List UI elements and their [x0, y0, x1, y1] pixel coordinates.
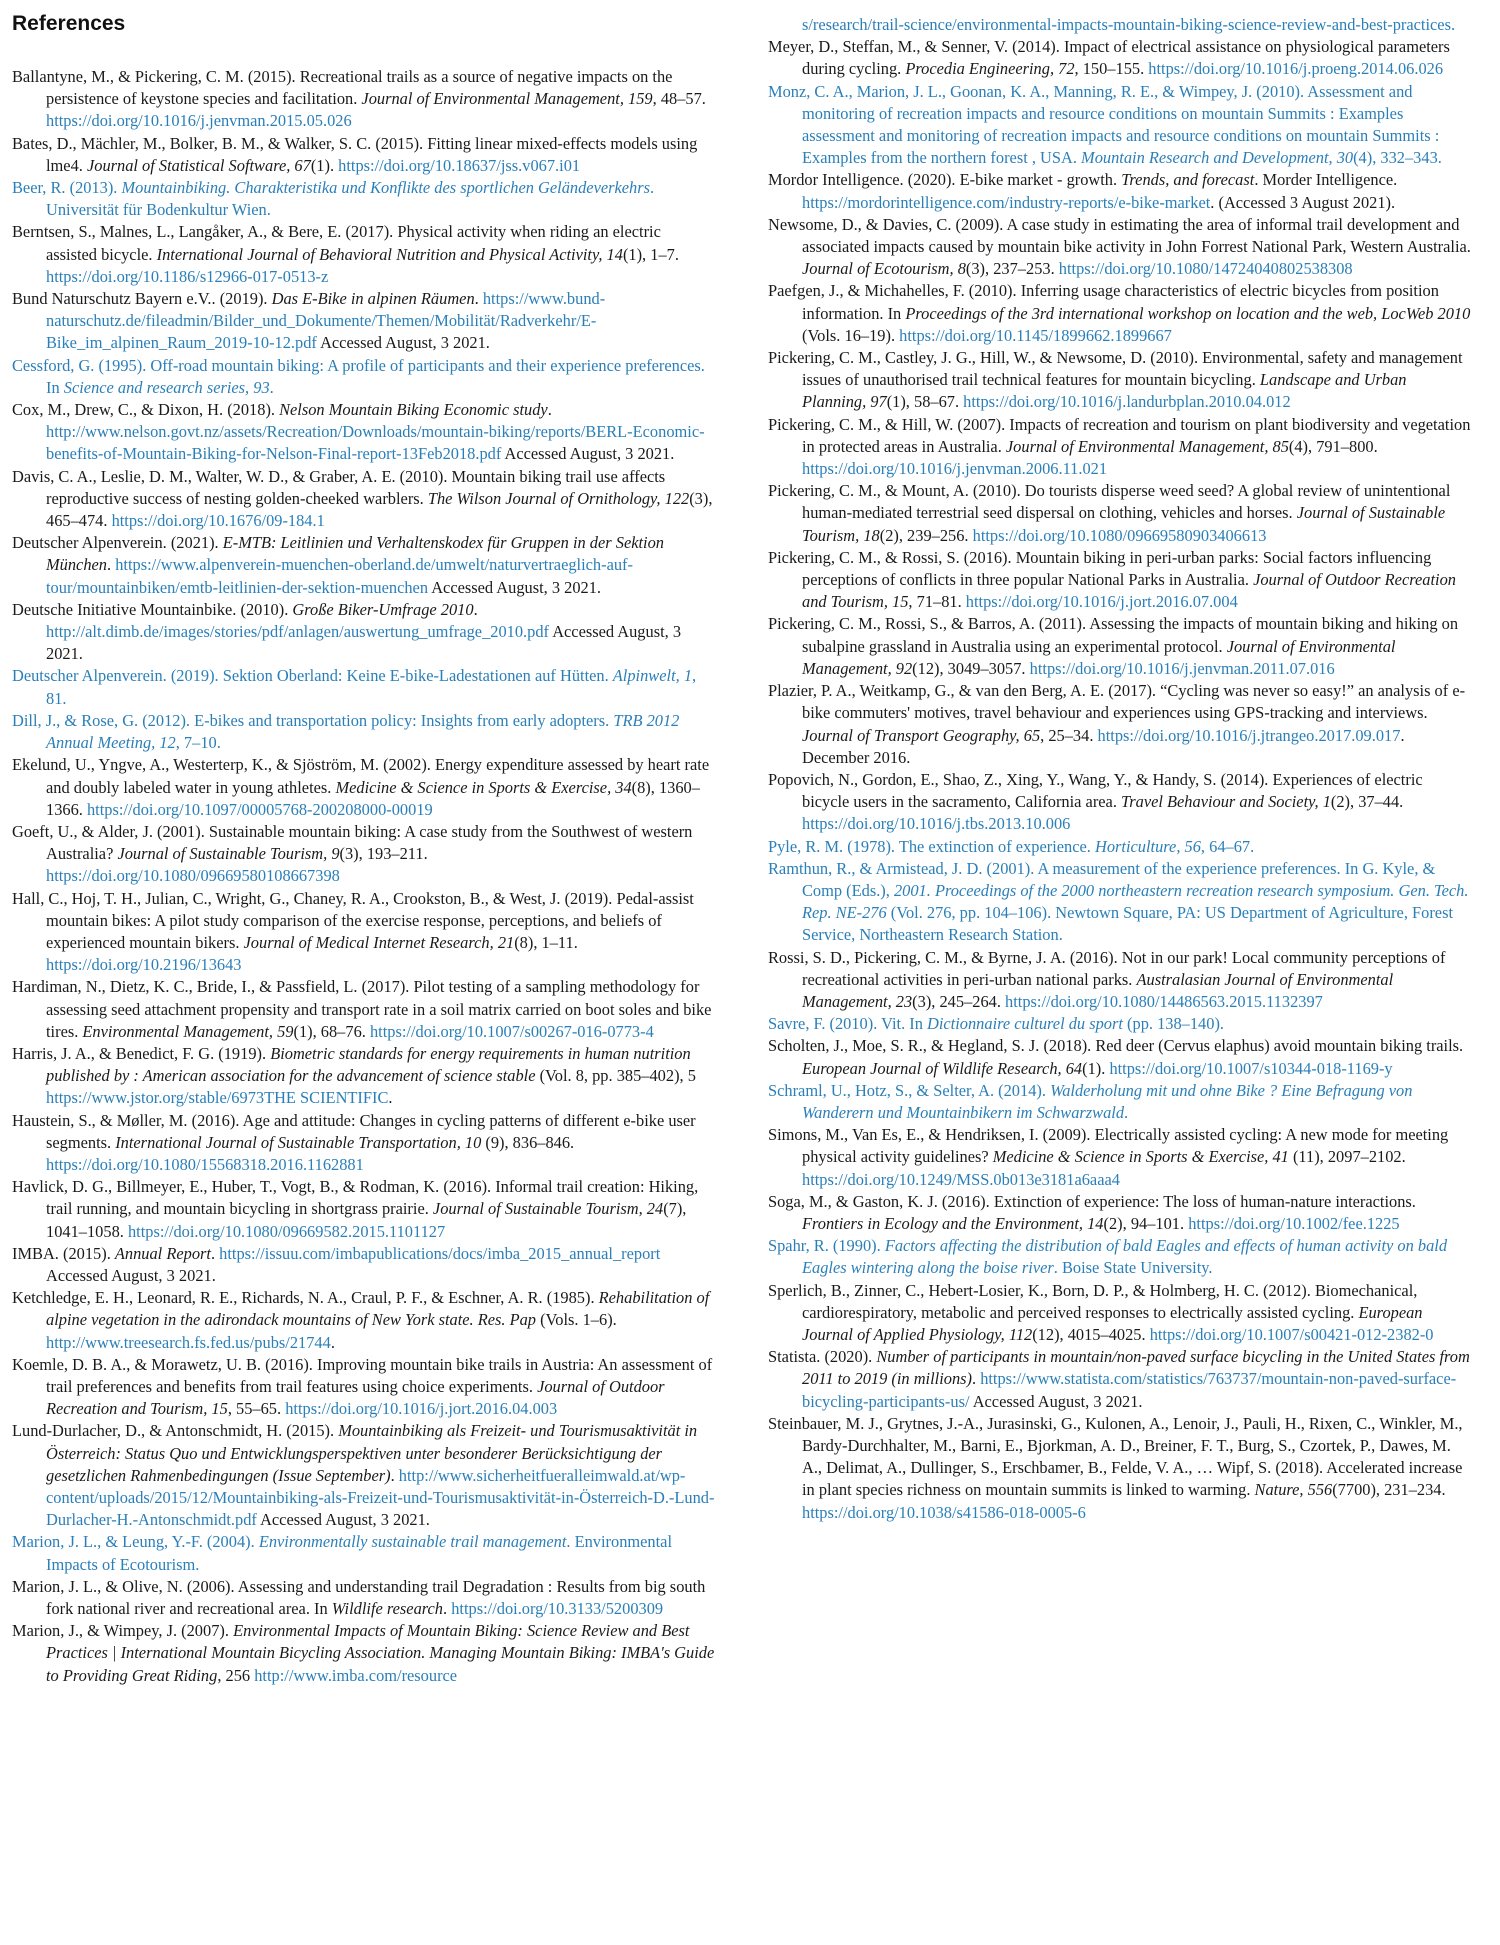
reference-text: Marion, J. L., & Olive, N. (2006). Assessing and understanding trail Degradation : Results from big south fork national river and recreational area. In	[12, 1576, 706, 1619]
reference-details: (pp. 138–140).	[1122, 1014, 1225, 1034]
reference-url[interactable]: https://doi.org/10.1080/15568318.2016.1162881	[46, 1154, 364, 1174]
reference-text: Berntsen, S., Malnes, L., Langåker, A., & Bere, E. (2017). Physical activity when riding an electric assisted bicycle.	[12, 222, 661, 264]
reference-text: Bates, D., Mächler, M., Bolker, B. M., & Walker, S. C. (2015). Fitting linear mixed-effects models using lme4.	[12, 133, 698, 175]
reference-details: (Vol. 276, pp. 104–106). Newtown Square, PA: US Department of Agriculture, Forest Service, Northeastern Research Station.	[802, 903, 1454, 945]
reference-details: (3), 245–264.	[912, 991, 1006, 1011]
reference-details: .	[1124, 1102, 1129, 1122]
reference-details: , 55–65.	[227, 1399, 286, 1419]
reference-text: Savre, F. (2010). Vit. In	[768, 1014, 928, 1034]
reference-text: Ekelund, U., Yngve, A., Westerterp, K., & Sjöström, M. (2002). Energy expenditure assessed by heart rate and doubly labeled water in young athletes.	[12, 755, 710, 797]
reference-entry	[12, 754, 715, 821]
reference-suffix: . (Accessed 3 August 2021).	[1210, 192, 1396, 212]
reference-text: Harris, J. A., & Benedict, F. G. (1919).	[12, 1043, 271, 1063]
reference-url[interactable]: http://alt.dimb.de/images/stories/pdf/anlagen/auswertung_umfrage_2010.pdf	[46, 622, 549, 642]
reference-details: . Environmental Impacts of Ecotourism.	[46, 1532, 673, 1574]
reference-details: (2), 37–44.	[1330, 792, 1404, 812]
reference-source: Factors affecting the distribution of bald Eagles and effects of human activity on bald Eagles wintering along the boise river	[802, 1236, 1448, 1278]
reference-entry	[12, 288, 715, 355]
reference-url[interactable]: https://doi.org/10.1038/s41586-018-0005-6	[802, 1502, 1086, 1522]
reference-url[interactable]: https://doi.org/10.1016/j.jenvman.2015.05.026	[46, 111, 352, 131]
reference-text: Lund-Durlacher, D., & Antonschmidt, H. (2015).	[12, 1421, 339, 1441]
reference-entry	[768, 947, 1472, 1014]
reference-text: Statista. (2020).	[768, 1347, 877, 1367]
reference-details: (3), 237–253.	[965, 259, 1059, 279]
reference-details: , 81.	[46, 666, 697, 708]
reference-url[interactable]: http://www.nelson.govt.nz/assets/Recreation/Downloads/mountain-biking/reports/BERL-Economic-benefits-of-Mountain-Biking-for-Nelson-Final-report-13Feb2018.pdf	[46, 422, 705, 464]
reference-source: Journal of Sustainable Tourism, 18	[802, 503, 1446, 545]
reference-details: .	[473, 599, 478, 619]
reference-source: 2001. Proceedings of the 2000 northeastern recreation research symposium. Gen. Tech. Rep. NE-276	[802, 880, 1469, 923]
reference-text: Soga, M., & Gaston, K. J. (2016). Extinction of experience: The loss of human-nature interactions.	[768, 1191, 1416, 1211]
reference-source: Dictionnaire culturel du sport	[927, 1014, 1123, 1034]
reference-entry	[12, 599, 715, 666]
reference-details: (Vol. 8, pp. 385–402), 5	[535, 1066, 696, 1086]
references-heading: References	[12, 12, 126, 35]
reference-url[interactable]: http://www.imba.com/resource	[254, 1665, 458, 1685]
reference-url[interactable]: https://doi.org/10.1249/MSS.0b013e3181a6aaa4	[802, 1169, 1120, 1189]
reference-entry	[768, 613, 1472, 680]
reference-details: . Universität für Bodenkultur Wien.	[46, 178, 655, 220]
reference-url[interactable]: s/research/trail-science/environmental-impacts-mountain-biking-science-review-and-best-practices.	[802, 15, 1456, 34]
reference-url[interactable]: https://doi.org/10.2196/13643	[46, 955, 242, 975]
reference-source: Wildlife research	[331, 1599, 444, 1619]
reference-details: .	[547, 400, 552, 420]
reference-entry	[12, 710, 715, 754]
reference-url[interactable]: https://doi.org/10.1080/09669580108667398	[46, 866, 340, 886]
reference-details: , 48–57.	[652, 89, 706, 109]
reference-source: Mountainbiking als Freizeit- und Tourismusaktivität in Österreich: Status Quo und Entwicklungsperspektiven unter besonderer Berücksichtigung der gesetzlichen Rahmenbedingungen (Issue September)	[46, 1421, 698, 1485]
reference-text: Cessford, G. (1995). Off-road mountain biking: A profile of participants and their experience preferences. In	[12, 355, 705, 397]
reference-text: Pickering, C. M., & Rossi, S. (2016). Mountain biking in peri-urban parks: Social factors influencing perceptions of conflicts in three popular National Parks in Australia.	[768, 547, 1432, 590]
reference-entry	[12, 821, 715, 888]
reference-text: Steinbauer, M. J., Grytnes, J.-A., Jurasinski, G., Kulonen, A., Lenoir, J., Pauli, H., Rixen, C., Winkler, M., Bardy-Durchhalter, M., Barni, E., Bjorkman, A. D., Breiner, F. T., Burg, S., Czortek, P., Dawes, M. A., Delimat, A., Dullinger, S., Erschbamer, B., Felde, V. A., … Wipf, S. (2018). Accelerated increase in plant species richness on mountain summits is linked to warming.	[768, 1413, 1463, 1500]
reference-details: .	[390, 1465, 399, 1485]
reference-text: Hall, C., Hoj, T. H., Julian, C., Wright, G., Chaney, R. A., Crookston, B., & West, J. (2019). Pedal-assist mountain bikes: A pilot study comparison of the exercise response, perceptions, and beliefs of experienced mountain bikers.	[12, 888, 694, 952]
reference-source: Environmentally sustainable trail management	[258, 1532, 567, 1552]
reference-text: Meyer, D., Steffan, M., & Senner, V. (2014). Impact of electrical assistance on physiological parameters during cycling.	[768, 37, 1450, 79]
reference-entry	[12, 133, 715, 177]
reference-details: .	[269, 377, 274, 397]
reference-details: (11), 2097–2102.	[1288, 1147, 1406, 1167]
reference-source: Journal of Statistical Software, 67	[86, 155, 311, 175]
reference-source: Trends, and forecast	[1121, 170, 1255, 190]
reference-entry	[12, 1287, 715, 1354]
reference-suffix: Accessed August, 3 2021.	[256, 1510, 430, 1530]
reference-entry	[768, 1235, 1472, 1279]
reference-source: Science and research series, 93	[63, 377, 270, 397]
reference-source: Medicine & Science in Sports & Exercise, 41	[992, 1147, 1289, 1167]
reference-entry	[768, 414, 1472, 481]
reference-source: Walderholung mit und ohne Bike ? Eine Befragung von Wanderern und Mountainbikern im Schwarzwald	[802, 1080, 1413, 1122]
reference-url[interactable]: https://doi.org/10.1080/09669582.2015.1101127	[127, 1221, 446, 1241]
reference-source: Das E-Bike in alpinen Räumen	[271, 289, 475, 309]
reference-details: .	[107, 555, 116, 575]
reference-details: , 256	[217, 1665, 255, 1685]
reference-text: Davis, C. A., Leslie, D. M., Walter, W. D., & Graber, A. E. (2010). Mountain biking trail use affects reproductive success of nesting golden-cheeked warblers.	[12, 466, 666, 508]
reference-url[interactable]: https://doi.org/10.1016/j.tbs.2013.10.006	[802, 814, 1071, 834]
reference-entry	[768, 280, 1472, 347]
reference-source: European Journal of Wildlife Research, 64	[802, 1058, 1083, 1078]
reference-source: International Journal of Behavioral Nutrition and Physical Activity, 14	[156, 244, 623, 264]
reference-text: Popovich, N., Gordon, E., Shao, Z., Xing, Y., Wang, Y., & Handy, S. (2014). Experiences of electric bicycle users in the sacramento, California area.	[768, 769, 1423, 812]
reference-entry	[12, 221, 715, 288]
reference-details: (1), 68–76.	[293, 1021, 370, 1041]
reference-source: Horticulture, 56	[1094, 836, 1201, 856]
reference-url[interactable]: https://doi.org/10.1007/s00267-016-0773-4	[369, 1021, 654, 1041]
reference-entry	[12, 888, 715, 977]
reference-url[interactable]: https://doi.org/10.1676/09-184.1	[111, 511, 325, 531]
reference-url[interactable]: https://doi.org/10.1016/j.landurbplan.2010.04.012	[963, 392, 1291, 412]
reference-url[interactable]: http://www.treesearch.fs.fed.us/pubs/21744	[46, 1332, 331, 1352]
reference-details: . Boise State University.	[1053, 1258, 1213, 1278]
reference-source: Journal of Outdoor Recreation and Tourism, 15	[802, 570, 1456, 612]
reference-details: , 150–155.	[1074, 59, 1149, 79]
reference-url[interactable]: https://doi.org/10.1016/j.jort.2016.07.004	[965, 592, 1238, 612]
reference-entry	[768, 347, 1472, 414]
reference-url[interactable]: https://doi.org/10.1002/fee.1225	[1188, 1213, 1400, 1233]
reference-entry	[12, 399, 715, 466]
reference-continuation	[768, 14, 1472, 36]
reference-source: Procedia Engineering, 72	[905, 59, 1075, 79]
reference-entry	[768, 1191, 1472, 1235]
reference-details: (12), 4015–4025.	[1032, 1324, 1150, 1344]
reference-entry	[768, 769, 1472, 836]
reference-details: .	[443, 1599, 452, 1619]
reference-details: (7), 1041–1058.	[46, 1199, 687, 1241]
reference-entry	[768, 1413, 1472, 1524]
reference-source: Journal of Environmental Management, 92	[802, 636, 1396, 678]
reference-source: Nelson Mountain Biking Economic study	[279, 400, 548, 420]
reference-entry	[768, 169, 1472, 213]
reference-entry	[12, 1176, 715, 1243]
reference-details: .	[971, 1369, 981, 1389]
reference-entry	[12, 1243, 715, 1287]
reference-source: Mountainbiking. Charakteristika und Konflikte des sportlichen Geländeverkehrs	[121, 178, 651, 198]
reference-text: Deutscher Alpenverein. (2019). Sektion Oberland: Keine E-bike-Ladestationen auf Hütten.	[12, 666, 613, 686]
reference-details: (1).	[310, 155, 339, 175]
reference-entry	[12, 1531, 715, 1575]
reference-text: Rossi, S. D., Pickering, C. M., & Byrne, J. A. (2016). Not in our park! Local community perceptions of recreational activities in peri-urban national parks.	[768, 947, 1446, 989]
reference-url[interactable]: https://doi.org/10.1016/j.jenvman.2006.11.021	[802, 459, 1108, 479]
reference-entry	[12, 1420, 715, 1531]
reference-entry	[12, 665, 715, 709]
reference-url[interactable]: https://doi.org/10.1016/j.proeng.2014.06.026	[1148, 59, 1444, 79]
reference-url[interactable]: https://doi.org/10.1080/14486563.2015.1132397	[1005, 991, 1323, 1011]
reference-text: Paefgen, J., & Michahelles, F. (2010). Inferring usage characteristics of electric bicycles from position information. In	[768, 281, 1439, 323]
reference-text: Goeft, U., & Alder, J. (2001). Sustainable mountain biking: A case study from the Southwest of western Australia?	[12, 821, 693, 864]
reference-entry	[768, 547, 1472, 614]
reference-text: Pickering, C. M., Rossi, S., & Barros, A. (2011). Assessing the impacts of mountain biking and hiking on subalpine grassland in Australia using an experimental protocol.	[768, 614, 1459, 656]
reference-source: Journal of Environmental Management, 85	[1005, 436, 1289, 456]
reference-url[interactable]: https://www.bund-naturschutz.de/fileadmin/Bilder_und_Dokumente/Themen/Mobilität/Radverkehr/E-Bike_im_alpinen_Raum_2019-10-12.pdf	[46, 289, 606, 353]
reference-details: , 25–34.	[1040, 725, 1098, 745]
reference-entry	[768, 480, 1472, 547]
reference-details: (8), 1360–1366.	[46, 777, 700, 819]
reference-text: Hardiman, N., Dietz, K. C., Bride, I., & Passfield, L. (2017). Pilot testing of a sampling methodology for assessing seed attachment propensity and transport rate in a soil matrix carried on boot soles and bike tires.	[12, 977, 712, 1041]
reference-details: .	[474, 289, 483, 309]
reference-url[interactable]: https://www.alpenverein-muenchen-oberland.de/umwelt/naturvertraeglich-auf-tour/mountainbiken/emtb-leitlinien-der-sektion-muenchen	[46, 555, 633, 597]
reference-text: Dill, J., & Rose, G. (2012). E-bikes and transportation policy: Insights from early adopters.	[12, 710, 614, 730]
reference-suffix: Accessed August, 3 2021.	[46, 1265, 216, 1285]
reference-text: Simons, M., Van Es, E., & Hendriksen, I. (2009). Electrically assisted cycling: A new mode for meeting physical activity guidelines?	[768, 1125, 1449, 1167]
reference-entry	[12, 66, 715, 133]
reference-details: , 64–67.	[1200, 836, 1255, 856]
reference-entry	[768, 1035, 1472, 1079]
reference-entry	[12, 532, 715, 599]
reference-text: Plazier, P. A., Weitkamp, G., & van den Berg, A. E. (2017). “Cycling was never so easy!” an analysis of e-bike commuters' motives, travel behaviour and experiences using GPS-tracking and interviews.	[768, 681, 1466, 723]
reference-url[interactable]: https://doi.org/10.1016/j.jenvman.2011.07.016	[1029, 658, 1335, 678]
reference-details: (1), 1–7.	[622, 244, 679, 264]
reference-source: Journal of Ecotourism, 8	[802, 259, 966, 279]
reference-details: (1), 58–67.	[886, 392, 964, 412]
reference-suffix: Accessed August, 3 2021.	[969, 1391, 1143, 1411]
reference-url[interactable]: https://doi.org/10.18637/jss.v067.i01	[338, 155, 581, 175]
reference-source: The Wilson Journal of Ornithology, 122	[427, 488, 690, 508]
reference-source: Environmental Management, 59	[82, 1021, 294, 1041]
reference-text: Haustein, S., & Møller, M. (2016). Age and attitude: Changes in cycling patterns of different e-bike user segments.	[12, 1110, 696, 1152]
reference-text: Ballantyne, M., & Pickering, C. M. (2015). Recreational trails as a source of negative impacts on the persistence of keystone species and facilitation.	[12, 67, 673, 109]
reference-text: Deutsche Initiative Mountainbike. (2010).	[12, 599, 293, 619]
reference-details: , 7–10.	[175, 733, 221, 753]
reference-url[interactable]: http://www.sicherheitfueralleimwald.at/wp-content/uploads/2015/12/Mountainbiking-als-Freizeit-und-Tourismusaktivität-in-Österreich-D.-Lund-Durlacher-H.-Antonschmidt.pdf	[46, 1465, 715, 1530]
reference-suffix: .	[388, 1088, 393, 1108]
reference-url[interactable]: https://doi.org/10.1186/s12966-017-0513-z	[46, 266, 329, 286]
reference-entry	[768, 836, 1472, 858]
reference-source: Australasian Journal of Environmental Management, 23	[802, 969, 1394, 1011]
reference-entry	[12, 1043, 715, 1110]
reference-text: IMBA. (2015).	[12, 1243, 115, 1263]
reference-source: Rehabilitation of alpine vegetation in the adirondack mountains of New York state. Res. Pap	[46, 1288, 710, 1330]
reference-entry	[768, 1280, 1472, 1347]
reference-text: Koemle, D. B. A., & Morawetz, U. B. (2016). Improving mountain bike trails in Austria: An assessment of trail preferences and benefits from trail features using choice experiments.	[12, 1354, 713, 1396]
reference-source: Landscape and Urban Planning, 97	[802, 370, 1407, 412]
reference-entry	[12, 1110, 715, 1177]
reference-url[interactable]: https://doi.org/10.1016/j.jtrangeo.2017.09.017	[1097, 725, 1401, 745]
reference-suffix: . December 2016.	[802, 725, 1405, 767]
reference-entry	[12, 466, 715, 533]
reference-details: (9), 836–846.	[481, 1132, 575, 1152]
reference-text: Bund Naturschutz Bayern e.V.. (2019).	[12, 289, 272, 309]
reference-details: .	[210, 1243, 220, 1263]
reference-url[interactable]: https://mordorintelligence.com/industry-reports/e-bike-market	[802, 192, 1211, 212]
reference-text: Deutscher Alpenverein. (2021).	[12, 533, 223, 553]
reference-url[interactable]: https://www.jstor.org/stable/6973THE SCIENTIFIC	[46, 1088, 389, 1108]
reference-entry	[12, 177, 715, 221]
reference-entry	[768, 81, 1472, 170]
reference-source: TRB 2012 Annual Meeting, 12	[46, 710, 680, 753]
reference-details: (8), 1–11.	[514, 932, 578, 952]
reference-source: Alpinwelt, 1	[612, 666, 693, 686]
reference-text: Schraml, U., Hotz, S., & Selter, A. (2014).	[768, 1080, 1051, 1100]
reference-details: (2), 94–101.	[1103, 1213, 1189, 1233]
reference-url[interactable]: https://doi.org/10.1145/1899662.1899667	[899, 325, 1172, 345]
reference-source: Journal of Outdoor Recreation and Tourism, 15	[46, 1376, 665, 1419]
references-column-right	[768, 14, 1472, 1524]
reference-source: Journal of Sustainable Tourism, 24	[432, 1199, 664, 1219]
reference-details: , 71–81.	[908, 592, 966, 612]
reference-source: Große Biker-Umfrage 2010	[292, 599, 474, 619]
reference-source: Number of participants in mountain/non-paved surface bicycling in the United States from 2011 to 2019 (in millions)	[802, 1347, 1470, 1389]
reference-text: Newsome, D., & Davies, C. (2009). A case study in estimating the area of informal trail development and associated impacts caused by mountain bike activity in John Forrest National Park, Western Australia.	[768, 214, 1471, 257]
reference-entry	[12, 1354, 715, 1421]
reference-source: Frontiers in Ecology and the Environment, 14	[802, 1213, 1104, 1233]
reference-suffix: Accessed August, 3 2021.	[428, 577, 602, 597]
reference-url[interactable]: https://doi.org/10.1097/00005768-200208000-00019	[86, 799, 433, 819]
reference-source: European Journal of Applied Physiology, 112	[802, 1302, 1423, 1344]
reference-details: (3), 465–474.	[46, 488, 713, 531]
reference-source: Journal of Transport Geography, 65	[802, 725, 1041, 745]
reference-entry	[768, 36, 1472, 80]
reference-source: Mountain Research and Development, 30	[1081, 148, 1354, 168]
reference-suffix: Accessed August, 3 2021.	[316, 333, 490, 353]
reference-entry	[768, 1080, 1472, 1124]
reference-details: (7700), 231–234.	[1332, 1480, 1446, 1500]
reference-entry	[12, 1576, 715, 1620]
reference-url[interactable]: https://doi.org/10.1016/j.jort.2016.04.003	[285, 1399, 558, 1419]
reference-url[interactable]: https://doi.org/10.1080/14724040802538308	[1058, 259, 1353, 279]
reference-entry	[768, 1013, 1472, 1035]
reference-details: (2), 239–256.	[879, 525, 973, 545]
reference-source: Annual Report	[114, 1243, 211, 1263]
reference-details: (Vols. 16–19).	[802, 325, 900, 345]
reference-url[interactable]: https://doi.org/10.1080/09669580903406613	[972, 525, 1267, 545]
reference-text: Pickering, C. M., Castley, J. G., Hill, W., & Newsome, D. (2010). Environmental, safety and management issues of unauthorised trail technical features for mountain bicycling.	[768, 348, 1463, 390]
reference-url[interactable]: https://doi.org/10.1007/s10344-018-1169-y	[1109, 1058, 1393, 1078]
reference-text: Mordor Intelligence. (2020). E-bike market - growth.	[768, 170, 1122, 190]
reference-text: Beer, R. (2013).	[12, 178, 122, 198]
reference-source: Proceedings of the 3rd international workshop on location and the web, LocWeb 2010	[905, 303, 1471, 323]
reference-source: Journal of Environmental Management, 159	[361, 89, 653, 109]
reference-source: Medicine & Science in Sports & Exercise, 34	[335, 777, 632, 797]
reference-text: Scholten, J., Moe, S. R., & Hegland, S. J. (2018). Red deer (Cervus elaphus) avoid mountain biking trails.	[768, 1036, 1464, 1056]
reference-text: Cox, M., Drew, C., & Dixon, H. (2018).	[12, 400, 280, 420]
reference-source: Travel Behaviour and Society, 1	[1121, 792, 1331, 812]
reference-url[interactable]: https://www.statista.com/statistics/763737/mountain-non-paved-surface-bicycling-participants-us/	[802, 1369, 1457, 1411]
reference-suffix: .	[330, 1332, 335, 1352]
reference-source: Nature, 556	[1254, 1480, 1333, 1500]
reference-source: Journal of Medical Internet Research, 21	[243, 932, 515, 952]
reference-text: Spahr, R. (1990).	[768, 1236, 885, 1256]
reference-details: (Vols. 1–6).	[536, 1310, 617, 1330]
reference-entry	[12, 1620, 715, 1687]
reference-details: (4), 332–343.	[1353, 148, 1442, 168]
reference-details: (1).	[1082, 1058, 1110, 1078]
reference-details: . Morder Intelligence.	[1254, 170, 1398, 190]
reference-url[interactable]: https://doi.org/10.1007/s00421-012-2382-0	[1149, 1324, 1434, 1344]
reference-text: Pickering, C. M., & Mount, A. (2010). Do tourists disperse weed seed? A global review of unintentional human-mediated terrestrial seed dispersal on clothing, vehicles and horses.	[768, 481, 1451, 523]
reference-entry	[768, 1346, 1472, 1413]
reference-details: (4), 791–800.	[1288, 436, 1378, 456]
reference-source: Environmental Impacts of Mountain Biking: Science Review and Best Practices | International Mountain Bicycling Association. Managing Mountain Biking: IMBA's Guide to Providing Great Riding	[46, 1621, 715, 1685]
reference-entry	[12, 355, 715, 399]
reference-source: E-MTB: Leitlinien und Verhaltenskodex für Gruppen in der Sektion München	[46, 533, 664, 575]
reference-text: Pickering, C. M., & Hill, W. (2007). Impacts of recreation and tourism on plant biodiversity and vegetation in protected areas in Australia.	[768, 414, 1471, 456]
reference-text: Ramthun, R., & Armistead, J. D. (2001). A measurement of the experience preferences. In G. Kyle, & Comp (Eds.),	[768, 858, 1436, 900]
reference-text: Havlick, D. G., Billmeyer, E., Huber, T., Vogt, B., & Rodman, K. (2016). Informal trail creation: Hiking, trail running, and mountain bicycling in shortgrass prairie.	[12, 1177, 699, 1219]
reference-text: Sperlich, B., Zinner, C., Hebert-Losier, K., Born, D. P., & Holmberg, H. C. (2012). Biomechanical, cardiorespiratory, metabolic and perceived responses to electrically assisted cycling.	[768, 1280, 1418, 1322]
reference-entry	[768, 680, 1472, 769]
reference-source: Biometric standards for energy requirements in human nutrition published by : American association for the advancement of science stable	[46, 1043, 691, 1086]
references-column-left	[12, 66, 715, 1687]
reference-entry	[768, 858, 1472, 947]
reference-suffix: Accessed August, 3 2021.	[46, 622, 682, 664]
reference-text: Monz, C. A., Marion, J. L., Goonan, K. A., Manning, R. E., & Wimpey, J. (2010). Assessment and monitoring of recreation impacts and resource conditions on mountain Summits : Examples assessment and monitoring of recreation impacts and resource conditions on mountain Summits : Examples from the northern forest , USA.	[768, 81, 1440, 168]
reference-entry	[768, 1124, 1472, 1191]
reference-url[interactable]: https://doi.org/10.3133/5200309	[451, 1599, 664, 1619]
reference-source: Journal of Sustainable Tourism, 9	[117, 844, 340, 864]
reference-suffix: Accessed August, 3 2021.	[501, 444, 675, 464]
reference-details: (12), 3049–3057.	[912, 658, 1030, 678]
reference-text: Marion, J., & Wimpey, J. (2007).	[12, 1621, 234, 1641]
reference-entry	[768, 214, 1472, 281]
reference-source: International Journal of Sustainable Transportation, 10	[115, 1132, 482, 1152]
reference-text: Ketchledge, E. H., Leonard, R. E., Richards, N. A., Craul, P. F., & Eschner, A. R. (1985).	[12, 1288, 599, 1308]
reference-text: Marion, J. L., & Leung, Y.-F. (2004).	[12, 1532, 259, 1552]
reference-entry	[12, 976, 715, 1043]
reference-text: Pyle, R. M. (1978). The extinction of experience.	[768, 836, 1095, 856]
reference-url[interactable]: https://issuu.com/imbapublications/docs/imba_2015_annual_report	[219, 1243, 661, 1263]
reference-details: (3), 193–211.	[339, 844, 428, 864]
